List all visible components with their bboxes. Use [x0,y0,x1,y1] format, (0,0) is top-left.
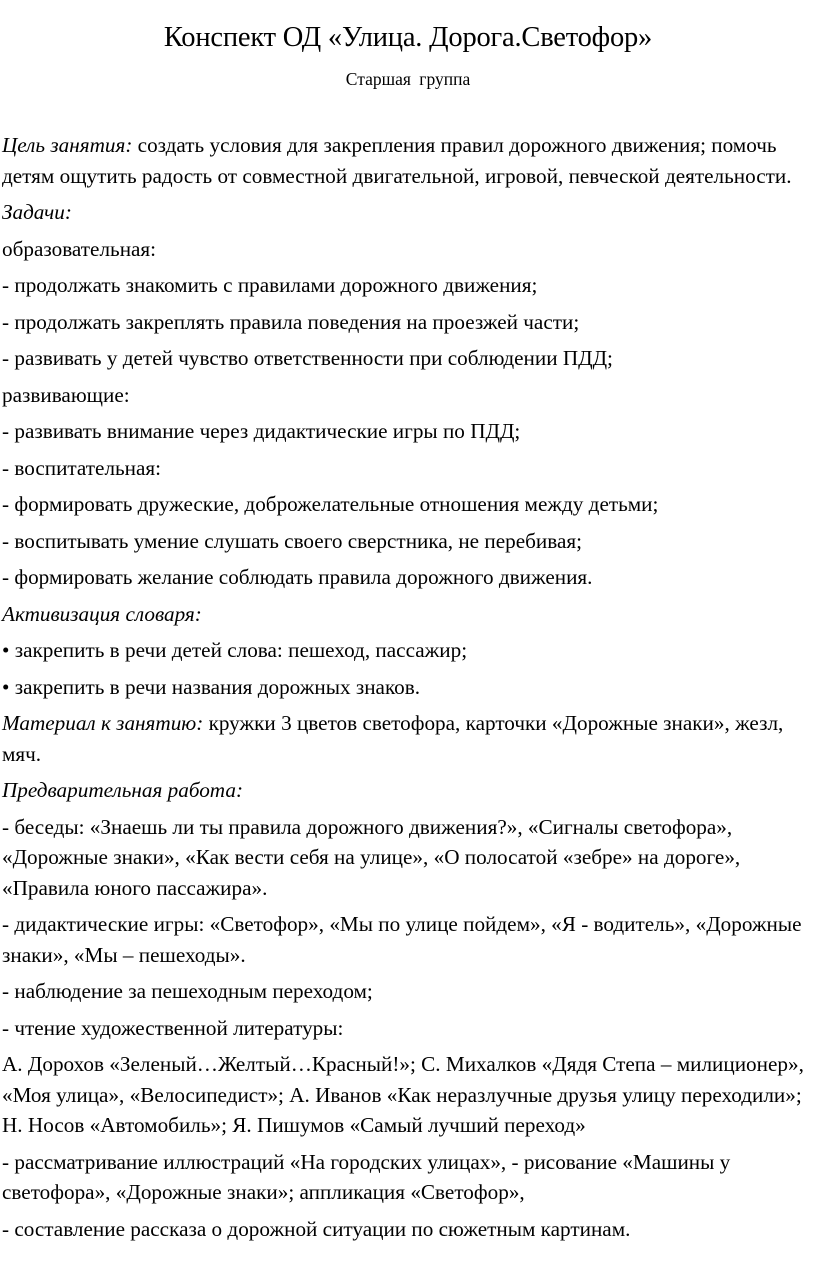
material-paragraph [2,708,814,769]
list-item: - формировать дружеские, доброжелательные отношения между детьми; [2,492,659,516]
developing-heading: развивающие: [2,382,130,407]
list-item: - дидактические игры: «Светофор», «Мы по улице пойдем», «Я - водитель», «Дорожные знаки», «Мы – пешеходы». [2,912,802,967]
list-item: - беседы: «Знаешь ли ты правила дорожного движения?», «Сигналы светофора», «Дорожные знаки», «Как вести себя на улице», «О полосатой «зебре» на дороге», «Правила юного пассажира». [2,814,741,900]
educational-heading: образовательная: [2,236,157,261]
list-item: А. Дорохов «Зеленый…Желтый…Красный!»; С. Михалков «Дядя Степа – милиционер», «Моя улица», «Велосипедист»; А. Иванов «Как неразлучные друзья улицу переходили»; Н. Носов «Автомобиль»; Я. Пишумов «Самый лучший переход» [2,1052,804,1137]
page-title: Конспект ОД «Улица. Дорога.Светофор» [163,22,653,53]
list-item: - продолжать знакомить с правилами дорожного движения; [2,273,538,297]
preliminary-label: Предварительная работа: [2,778,243,802]
list-item: - воспитывать умение слушать своего сверстника, не перебивая; [2,528,582,553]
list-item: - формировать желание соблюдать правила дорожного движения. [2,565,593,589]
page-subtitle: Старшая группа [345,69,471,89]
list-item: - наблюдение за пешеходным переходом; [2,979,373,1003]
list-item: • закрепить в речи детей слова: пешеход, пассажир; [2,638,468,662]
upbringing-heading: - воспитательная: [2,455,162,480]
list-item: • закрепить в речи названия дорожных знаков. [2,674,421,699]
list-item: - составление рассказа о дорожной ситуации по сюжетным картинам. [2,1216,631,1241]
goal-label: Цель занятия: [2,133,133,157]
list-item: - продолжать закреплять правила поведения на проезжей части; [2,309,580,334]
vocabulary-label: Активизация словаря: [2,601,202,626]
goal-paragraph [2,130,814,191]
list-item: - развивать внимание через дидактические игры по ПДД; [2,419,521,443]
material-text: кружки 3 цветов светофора, карточки «Дорожные знаки», жезл, мяч. [2,711,784,766]
material-label: Материал к занятию: [2,711,204,735]
list-item: - чтение художественной литературы: [2,1015,344,1040]
list-item: - рассматривание иллюстраций «На городских улицах», - рисование «Машины у светофора», «Дорожные знаки»; аппликация «Светофор», [2,1149,731,1204]
document-body [2,130,814,1250]
goal-text: создать условия для закрепления правил дорожного движения; помочь детям ощутить радость от совместной двигательной, игровой, певческой деятельности. [2,133,792,188]
list-item: - развивать у детей чувство ответственности при соблюдении ПДД; [2,346,613,370]
tasks-label: Задачи: [2,200,72,224]
